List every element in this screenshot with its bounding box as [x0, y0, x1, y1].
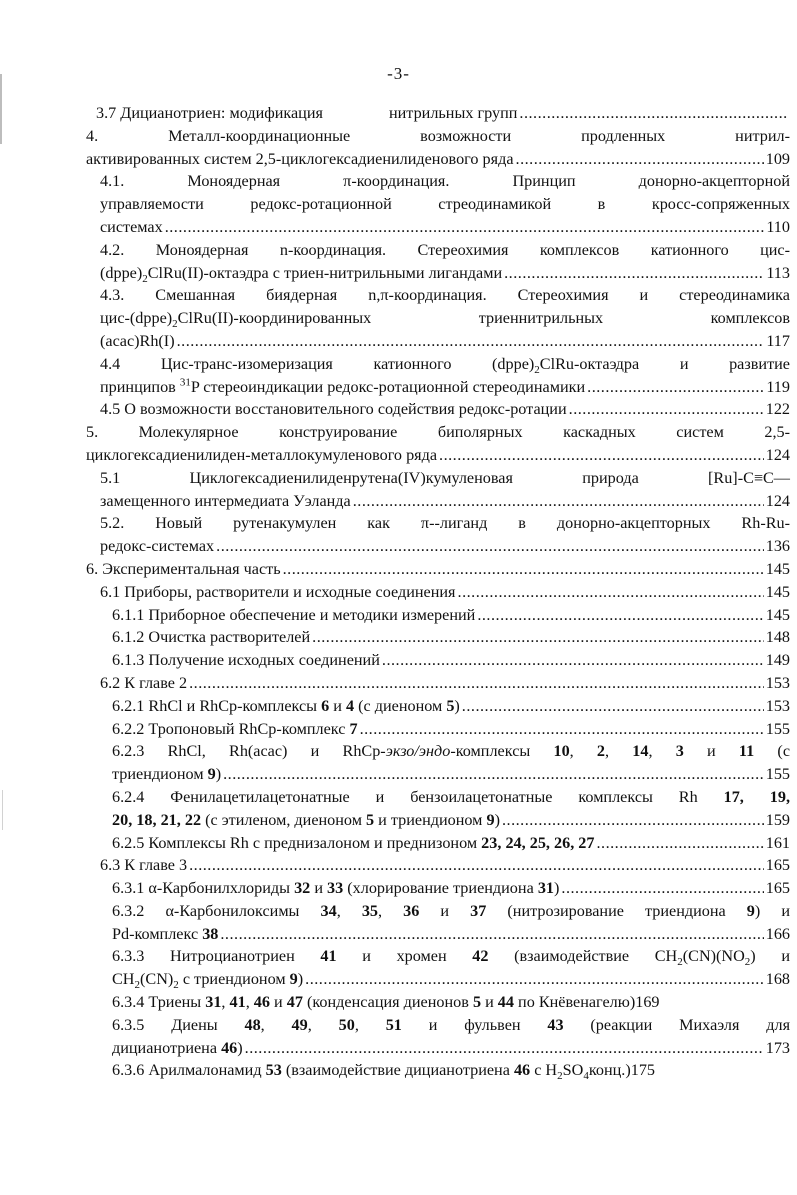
toc-entry-5-2: 5.2. Новый рутенакумулен как π--лиганд в донорно-акцепторных Rh-Ru- редокс-системах ..... 136	[86, 512, 790, 558]
toc-entry-6-2-4: 6.2.4 Фенилацетилацетонатные и бензоилацетонатные комплексы Rh 17, 19, 20, 18, 21, 22 (с этиленом, диеноном 5 и триендионом 9) ..... 159	[86, 786, 790, 832]
toc-entry-6-3-6: 6.3.6 Арилмалонамид 53 (взаимодействие дицианотриена 46 с $H_2SO_4конц.)175$	[112, 1061, 655, 1083]
toc-entry-5-1: 5.1 Циклогексадиенилиденрутена(IV)кумуленовая природа [Ru]-C≡C— замещенного интермедиата Уэланда ..... 124	[86, 467, 790, 513]
toc-entry-4-3: 4.3. Смешанная биядерная n,π-координация. Стереохимия и стереодинамика цис-$(dppe)_2ClRu(II)$-координированных триеннитрильных комплексов (acac)Rh(I) ..... 117	[86, 284, 790, 352]
toc-entry-6-1-3: 6.1.3 Получение исходных соединений ..... 149	[86, 649, 790, 672]
toc-entry-4-1: 4.1. Моноядерная π-координация. Принцип донорно-акцепторной управляемости редокс-ротационной стреодинамикой в кросс-сопряженных системах ..... 110	[86, 170, 790, 238]
toc-entry-4-5: 4.5 О возможности восстановительного содействия редокс-ротации ..... 122	[86, 398, 790, 421]
toc-entry-5: 5. Молекулярное конструирование биполярных каскадных систем 2,5- циклогексадиенилиден-металлокумуленового ряда ..... 124	[86, 421, 790, 467]
toc-entry-4: 4. Металл-координационные возможности продленных нитрил- активированных систем 2,5-циклогексадиенилиденового ряда ..... 109	[86, 125, 790, 171]
toc-entry-6-3-3: 6.3.3 Нитроцианотриен 41 и хромен 42 (взаимодействие $CH_2(CN)(NO_2)$ и $CH_2(CN)_2$ с триендионом 9) ..... 168	[86, 945, 790, 991]
toc-entry-4-2: 4.2. Моноядерная n-координация. Стереохимия комплексов катионного цис- $(dppe)_2ClRu(II)$-октаэдра с триен-нитрильными лигандами ..... 113	[86, 239, 790, 285]
toc-entry-6-3-5: 6.3.5 Диены 48, 49, 50, 51 и фульвен 43 (реакции Михаэля для дицианотриена 46) ..... 173	[86, 1014, 790, 1060]
toc-entry-6-2-2: 6.2.2 Тропоновый RhCp-комплекс 7 ..... 155	[86, 718, 790, 741]
toc-entry-6-3: 6.3 К главе 3 ..... 165	[86, 854, 790, 877]
scan-edge-mark	[0, 74, 2, 144]
scan-edge-mark	[2, 790, 3, 830]
toc-entry-6: 6. Экспериментальная часть ..... 145	[86, 558, 790, 581]
toc-entry-6-2: 6.2 К главе 2 ..... 153	[86, 672, 790, 695]
toc-entry-6-2-5: 6.2.5 Комплексы Rh с преднизалоном и преднизоном 23, 24, 25, 26, 27 ..... 161	[86, 832, 790, 855]
toc-entry-6-1: 6.1 Приборы, растворители и исходные соединения ..... 145	[86, 581, 790, 604]
toc-entry-3-7: 3.7 Дицианотриен: модификация нитрильных групп .....	[86, 102, 790, 125]
toc-entry-6-1-1: 6.1.1 Приборное обеспечение и методики измерений ..... 145	[86, 604, 790, 627]
table-of-contents	[86, 102, 790, 1082]
toc-entry-6-3-2: 6.3.2 α-Карбонилоксимы 34, 35, 36 и 37 (нитрозирование триендиона 9) и Pd-комплекс 38 ..... 166	[86, 900, 790, 946]
page-number: -3-	[387, 64, 410, 83]
toc-entry-6-2-3: 6.2.3 RhCl, Rh(acac) и RhCp-экзо/эндо-комплексы 10, 2, 14, 3 и 11 (с триендионом 9) ..... 155	[86, 740, 790, 786]
toc-entry-6-3-1: 6.3.1 α-Карбонилхлориды 32 и 33 (хлорирование триендиона 31) ..... 165	[86, 877, 790, 900]
toc-entry-6-2-1: 6.2.1 RhCl и RhCp-комплексы 6 и 4 (с диеноном 5) ..... 153	[86, 695, 790, 718]
toc-entry-6-3-4: 6.3.4 Триены 31, 41, 46 и 47 (конденсация диенонов 5 и 44 по Кнёвенагелю)169	[112, 993, 660, 1012]
toc-entry-4-4: 4.4 Цис-транс-изомеризация катионного $(dppe)_2ClRu$-октаэдра и развитие принципов $^{31}$P стереоиндикации редокс-ротационной стереодинамики ..... 119	[86, 353, 790, 399]
toc-entry-6-1-2: 6.1.2 Очистка растворителей ..... 148	[86, 626, 790, 649]
